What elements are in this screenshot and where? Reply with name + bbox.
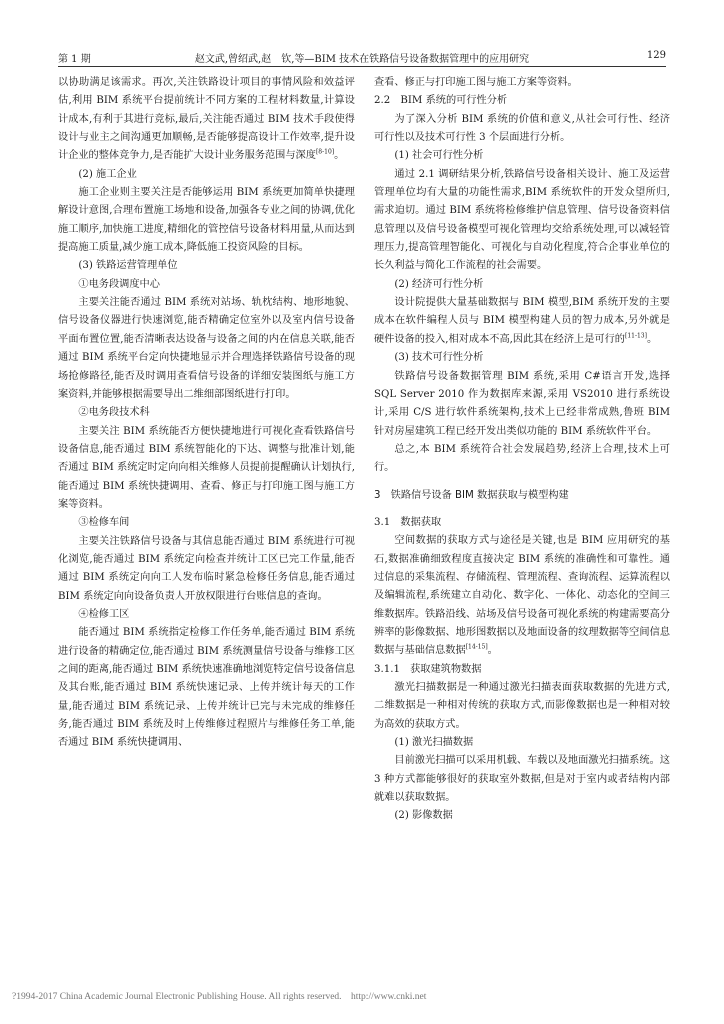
- paragraph: 能否通过 BIM 系统指定检修工作任务单,能否通过 BIM 系统进行设备的精确定位,能否通过 BIM 系统测量信号设备与维修工区之间的距离,能否通过 BIM 系统快速准确地浏览特定信号设备信息及其台账,能否通过 BIM 系统快速记录、上传并统计每天的工作量,能否通过 BIM 系统记录、上传并统计已完与未完成的维修任务,能否通过 BIM 系统及时上传维修过程照片与维修任务工单,能否通过 BIM 系统快捷调用、: [58, 627, 355, 749]
- paragraph-text: 空间数据的获取方式与途径是关键,也是 BIM 应用研究的基石,数据准确细致程度直接决定 BIM 系统的准确性和可靠性。通过信息的采集流程、存储流程、管理流程、查询流程、运算流程以及编辑流程,系统建立自动化、数字化、一体化、动态化的空间三维数据库。铁路沿线、站场及信号设备可视化系统的构建需要高分辨率的影像数据、地形图数据以及地面设备的纹理数据等空间信息数据与基础信息数据: [374, 535, 670, 657]
- paragraph: 主要关注 BIM 系统能否方便快捷地进行可视化查看铁路信号设备信息,能否通过 BIM 系统智能化的下达、调整与批准计划,能否通过 BIM 系统定时定向向相关维修人员提前提醒确认计划执行,能否通过 BIM 系统快捷调用、查看、修正与打印施工图与施工方案等资料。: [58, 425, 355, 510]
- subheading: (2) 影像数据: [394, 810, 453, 822]
- subheading: (1) 激光扫描数据: [394, 737, 474, 749]
- paragraph: 激光扫描数据是一种通过激光扫描表面获取数据的先进方式,二维数据是一种相对传统的获取方式,而影像数据也是一种相对较为高效的获取方式。: [374, 682, 670, 730]
- subheading: ④检修工区: [78, 608, 130, 620]
- section-heading: 2.2 BIM 系统的可行性分析: [374, 95, 508, 107]
- citation: [11-13]: [624, 332, 647, 340]
- running-title: 赵文武,曾绍武,赵 钦,等—BIM 技术在铁路信号设备数据管理中的应用研究: [194, 54, 530, 65]
- paragraph: 总之,本 BIM 系统符合社会发展趋势,经济上合理,技术上可行。: [374, 443, 670, 474]
- paragraph-text: 设计院提供大量基础数据与 BIM 模型,BIM 系统开发的主要成本在软件编程人员与 BIM 模型构建人员的智力成本,另外就是硬件设备的投入,相对成本不高,因此其在经济上是可行的: [374, 297, 670, 345]
- paragraph-end: 。: [487, 645, 498, 657]
- paragraph-text: 以协助满足该需求。再次,关注铁路设计项目的事情风险和效益评估,利用 BIM 系统平台提前统计不同方案的工程材料数量,计算设计成本,有利于其进行竞标,最后,关注能否通过 BIM 技术手段使得设计与业主之间沟通更加顺畅,是否能够提高设计工作效率,提升设计企业的整体竞争力,是否能扩大设计业务服务范围与深度: [58, 77, 355, 162]
- paragraph-end: 。: [334, 150, 345, 162]
- section-heading: 3.1.1 获取建筑物数据: [374, 663, 482, 675]
- paragraph: 为了深入分析 BIM 系统的价值和意义,从社会可行性、经济可行性以及技术可行性 3 个层面进行分析。: [374, 113, 670, 144]
- subheading: (2) 经济可行性分析: [394, 278, 484, 290]
- paragraph: 主要关注能否通过 BIM 系统对站场、轨枕结构、地形地貌、信号设备仪器进行快速浏览,能否精确定位室外以及室内信号设备平面布置位置,能否清晰表达设备与设备之间的内在信息关联,能否通过 BIM 系统平台定向快捷地显示并合理选择铁路信号设备的现场抢修路径,能否及时调用查看信号设备的详细安装图纸与施工方案资料,并能够根据需要导出二维细部图纸进行打印。: [58, 297, 355, 400]
- citation: [8-10]: [315, 148, 335, 156]
- page-number: 129: [646, 50, 666, 61]
- copyright-footer: ?1994-2017 China Academic Journal Electronic Publishing House. All rights reserved. http://www.cnki.net: [12, 992, 427, 1002]
- paragraph: 铁路信号设备数据管理 BIM 系统,采用 C#语言开发,选择 SQL Server 2010 作为数据库来源,采用 VS2010 进行系统设计,采用 C/S 进行软件系统架构,技术上已经非常成熟,鲁班 BIM 针对房屋建筑工程已经开发出类似功能的 BIM 系统软件平台。: [374, 370, 670, 437]
- right-column: [374, 74, 670, 826]
- citation: [14-15]: [465, 643, 488, 651]
- paragraph: 主要关注铁路信号设备与其信息能否通过 BIM 系统进行可视化浏览,能否通过 BIM 系统定向检查并统计工区已完工作量,能否通过 BIM 系统定向向工人发布临时紧急检修任务信息,能否通过 BIM 系统定向向设备负责人开放权限进行台账信息的查询。: [58, 535, 355, 602]
- paragraph-end: 。: [646, 333, 658, 345]
- issue-label: 第 1 期: [58, 54, 91, 65]
- subheading: (3) 铁路运营管理单位: [78, 260, 178, 272]
- paragraph: 通过 2.1 调研结果分析,铁路信号设备相关设计、施工及运营管理单位均有大量的功能性需求,BIM 系统软件的开发众望所归,需求迫切。通过 BIM 系统将检修维护信息管理、信号设备资料信息管理以及信号设备模型可视化管理均交给系统处理,可以减轻管理压力,提高管理智能化、可视化与自动化程度,符合企事业单位的长久利益与简化工作流程的社会需要。: [374, 168, 670, 272]
- subheading: ①电务段调度中心: [78, 278, 160, 290]
- paragraph: 查看、修正与打印施工图与施工方案等资料。: [374, 77, 578, 88]
- subheading: (1) 社会可行性分析: [394, 150, 484, 162]
- paragraph: 施工企业则主要关注是否能够运用 BIM 系统更加简单快捷理解设计意图,合理布置施工场地和设备,加强各专业之间的协调,优化施工顺序,加快施工进度,精细化的管控信号设备材料用量,从而达到提高施工质量,减少施工成本,降低施工投资风险的目标。: [58, 187, 355, 254]
- running-header: [58, 50, 666, 67]
- section-heading: 3 铁路信号设备 BIM 数据获取与模型构建: [374, 489, 569, 501]
- left-column: [58, 74, 355, 753]
- paragraph: 目前激光扫描可以采用机载、车载以及地面激光扫描系统。这 3 种方式都能够很好的获取室外数据,但是对于室内或者结构内部就难以获取数据。: [374, 755, 670, 804]
- subheading: (3) 技术可行性分析: [394, 352, 484, 364]
- subheading: (2) 施工企业: [78, 168, 137, 180]
- paragraph: [374, 294, 670, 349]
- subheading: ③检修车间: [78, 517, 130, 529]
- paragraph: [58, 74, 355, 166]
- paragraph: [374, 532, 670, 660]
- section-heading: 3.1 数据获取: [374, 516, 442, 528]
- subheading: ②电务段技术科: [78, 407, 150, 419]
